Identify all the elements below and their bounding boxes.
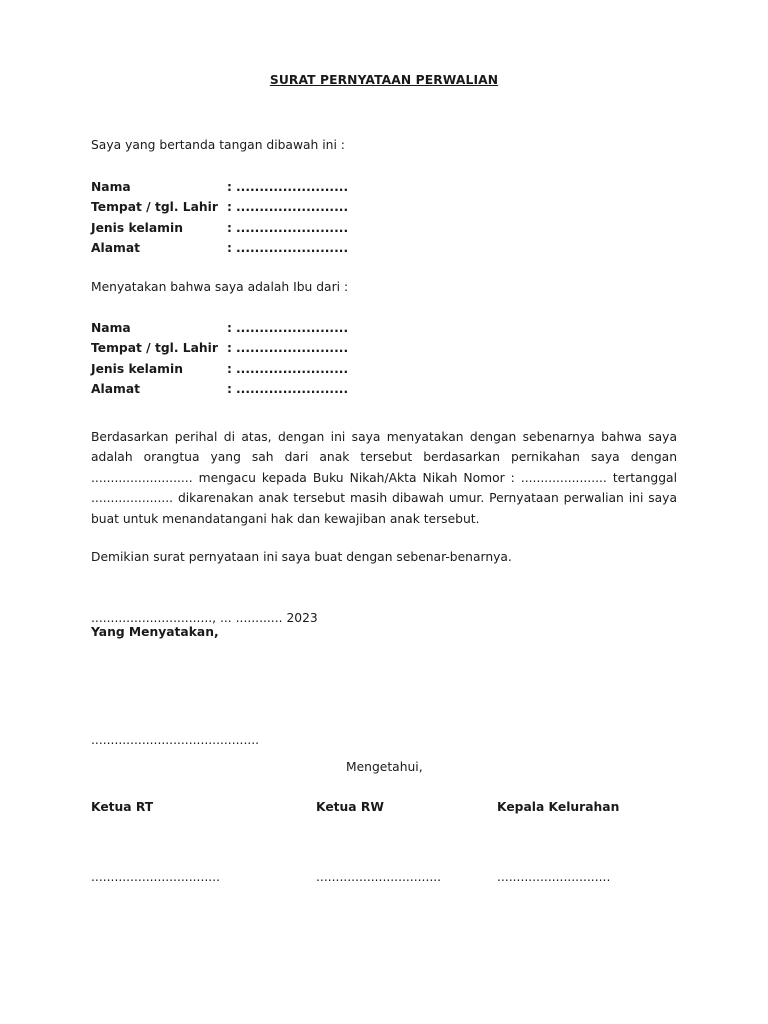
child-fields: [91, 318, 348, 400]
declaration-text: Menyatakan bahwa saya adalah Ibu dari :: [91, 280, 349, 294]
field-label: Tempat / tgl. Lahir: [91, 341, 218, 356]
declarant-label: Yang Menyatakan,: [91, 625, 219, 639]
closing-text: Demikian surat pernyataan ini saya buat dengan sebenar-benarnya.: [91, 550, 512, 564]
signer-signature-rt: .................................: [91, 870, 220, 884]
field-value: ........................: [236, 382, 349, 397]
signer-signature-rw: ................................: [316, 870, 442, 884]
field-label: Tempat / tgl. Lahir: [91, 200, 218, 215]
field-colon: :: [227, 200, 232, 215]
document-title: SURAT PERNYATAAN PERWALIAN: [269, 73, 499, 87]
field-label: Nama: [91, 321, 131, 335]
field-label: Jenis kelamin: [91, 361, 183, 376]
field-colon: :: [227, 241, 232, 256]
field-colon: :: [227, 341, 232, 356]
field-label: Jenis kelamin: [91, 220, 183, 235]
field-row: [91, 318, 348, 338]
field-row: [91, 359, 348, 379]
field-value: ........................: [236, 220, 349, 235]
signer-signature-kelurahan: .............................: [497, 870, 611, 884]
field-colon: :: [227, 321, 232, 335]
field-label: Alamat: [91, 241, 141, 256]
body-paragraph: Berdasarkan perihal di atas, dengan ini saya menyatakan dengan sebenarnya bahwa saya adalah orangtua yang sah dari anak tersebut berdasarkan pernikahan saya dengan .......................... mengacu kepada Buku Nikah/Akta Nikah Nomor : ...................... tertanggal ..................... dikarenakan anak tersebut masih dibawah umur. Pernyataan perwalian ini saya buat untuk menandatangani hak dan kewajiban anak tersebut.: [91, 430, 677, 526]
field-value: ........................: [236, 200, 349, 215]
signer-title-rt: Ketua RT: [91, 800, 154, 814]
field-value: ........................: [236, 180, 349, 194]
parent-fields: [91, 177, 348, 259]
date-line: ..............................., ... ............ 2023: [91, 611, 318, 625]
field-value: ........................: [236, 361, 349, 376]
field-label: Nama: [91, 180, 131, 194]
field-row: [91, 338, 348, 358]
field-colon: :: [227, 382, 232, 397]
field-colon: :: [227, 220, 232, 235]
signer-title-rw: Ketua RW: [316, 800, 384, 814]
field-label: Alamat: [91, 382, 141, 397]
field-colon: :: [227, 180, 232, 194]
signer-title-kelurahan: Kepala Kelurahan: [497, 800, 620, 814]
field-value: ........................: [236, 241, 349, 256]
field-row: [91, 197, 348, 217]
field-row: [91, 177, 348, 197]
field-value: ........................: [236, 341, 349, 356]
field-row: [91, 379, 348, 399]
field-value: ........................: [236, 321, 349, 335]
field-row: [91, 218, 348, 238]
field-colon: :: [227, 361, 232, 376]
declarant-signature-line: ...........................................: [91, 733, 260, 747]
acknowledged-label: Mengetahui,: [346, 760, 423, 774]
intro-text: Saya yang bertanda tangan dibawah ini :: [91, 138, 345, 152]
field-row: [91, 238, 348, 258]
